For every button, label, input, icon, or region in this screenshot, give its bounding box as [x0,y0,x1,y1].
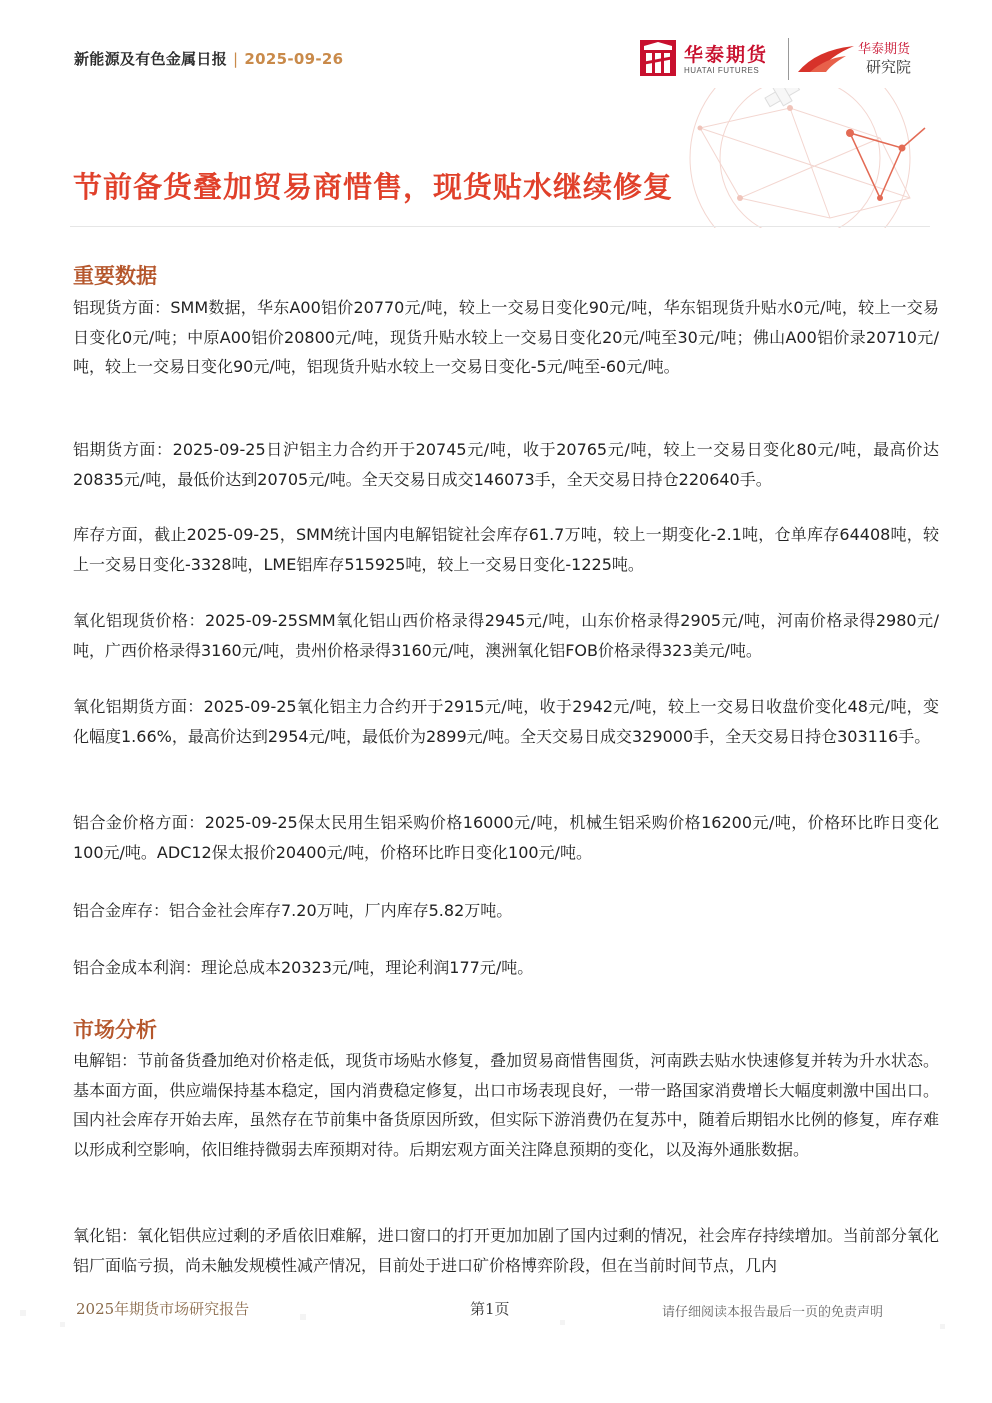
logo-divider [788,38,789,80]
report-name: 新能源及有色金属日报 [74,50,228,68]
key-data-paragraph: 铝合金成本利润：理论总成本20323元/吨，理论利润177元/吨。 [73,958,534,977]
logo-en-text: HUATAI FUTURES [684,66,760,75]
report-date: 2025-09-26 [244,50,344,68]
network-graphic [550,88,930,228]
huatai-futures-logo [640,40,790,80]
key-data-paragraph: 库存方面，截止2025-09-25，SMM统计国内电解铝锭社会库存61.7万吨，较上一期变化-2.1吨，仓单库存64408吨，较上一交易日变化-3328吨，LME铝库存515925吨，较上一交易日变化-1225吨。 [73,525,939,574]
key-data-paragraph: 铝期货方面：2025-09-25日沪铝主力合约开于20745元/吨，收于20765元/吨，较上一交易日变化80元/吨，最高价达20835元/吨，最低价达到20705元/吨。全天交易日成交146073手，全天交易日持仓220640手。 [73,440,939,489]
key-data-heading: 重要数据 [73,264,157,288]
header-separator: | [233,50,239,68]
key-data-paragraph: 氧化铝现货价格：2025-09-25SMM氧化铝山西价格录得2945元/吨，山东价格录得2905元/吨，河南价格录得2980元/吨，广西价格录得3160元/吨，贵州价格录得3160元/吨，澳洲氧化铝FOB价格录得323美元/吨。 [73,611,939,660]
title-divider [70,226,930,227]
analysis-paragraph: 氧化铝：氧化铝供应过剩的矛盾依旧难解，进口窗口的打开更加加剧了国内过剩的情况，社会库存持续增加。当前部分氧化铝厂面临亏损，尚未触发规模性减产情况，目前处于进口矿价格博弈阶段，但在当前时间节点，几内 [73,1226,939,1275]
footer-page-number: 第1页 [470,1300,510,1318]
key-data-paragraph: 氧化铝期货方面：2025-09-25氧化铝主力合约开于2915元/吨，收于2942元/吨，较上一交易日收盘价变化48元/吨，变化幅度1.66%，最高价达到2954元/吨，最低价为2899元/吨。全天交易日成交329000手，全天交易日持仓303116手。 [73,697,939,746]
research-logo-icon [796,42,858,76]
title-banner [60,88,930,228]
key-data-paragraph: 铝合金库存：铝合金社会库存7.20万吨，厂内库存5.82万吨。 [73,901,513,920]
analysis-heading: 市场分析 [73,1018,157,1042]
footer-report-title: 2025年期货市场研究报告 [76,1300,250,1318]
analysis-paragraph: 电解铝：节前备货叠加绝对价格走低，现货市场贴水修复，叠加贸易商惜售囤货，河南跌去贴水快速修复并转为升水状态。基本面方面，供应端保持基本稳定，国内消费稳定修复，出口市场表现良好，一带一路国家消费增长大幅度刺激中国出口。国内社会库存开始去库，虽然存在节前集中备货原因所致，但实际下游消费仍在复苏中，随着后期铝水比例的修复，库存难以形成利空影响，依旧维持微弱去库预期对待。后期宏观方面关注降息预期的变化，以及海外通胀数据。 [73,1051,939,1159]
key-data-paragraph: 铝合金价格方面：2025-09-25保太民用生铝采购价格16000元/吨，机械生铝采购价格16200元/吨，价格环比昨日变化100元/吨。ADC12保太报价20400元/吨，价格环比昨日变化100元/吨。 [73,813,939,862]
research-institute-logo [796,38,926,80]
page-title: 节前备货叠加贸易商惜售，现货贴水继续修复 [73,170,674,204]
report-header [74,48,343,69]
logo2-line2: 研究院 [866,58,912,76]
huatai-logo-icon [640,40,676,76]
logo2-line1: 华泰期货 [858,42,911,57]
key-data-paragraph: 铝现货方面：SMM数据，华东A00铝价20770元/吨，较上一交易日变化90元/吨，华东铝现货升贴水0元/吨，较上一交易日变化0元/吨；中原A00铝价20800元/吨，现货升贴水较上一交易日变化20元/吨至30元/吨；佛山A00铝价录20710元/吨，较上一交易日变化90元/吨，铝现货升贴水较上一交易日变化-5元/吨至-60元/吨。 [73,298,939,376]
footer-disclaimer: 请仔细阅读本报告最后一页的免责声明 [662,1305,884,1320]
logo-cn-text: 华泰期货 [684,44,769,66]
